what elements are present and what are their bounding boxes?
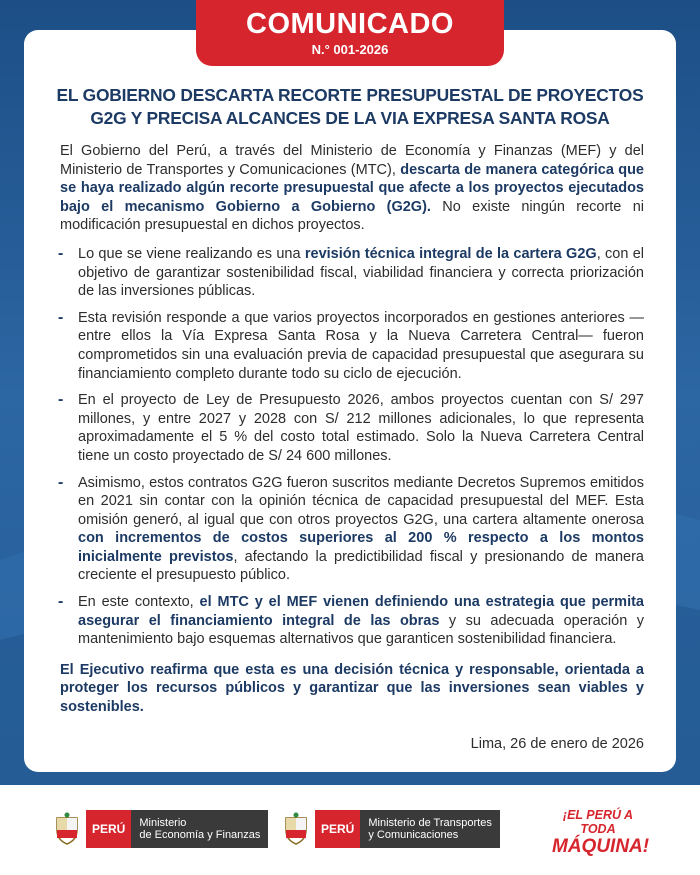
bullet-bold: con incrementos de costos superiores al 200 % respecto a los montos inicialmente previstos (78, 530, 644, 565)
intro-text-2: No existe ningún recorte ni modificación presupuestal en dichos proyectos. (60, 198, 644, 234)
slogan (552, 808, 650, 857)
mtc-logo (283, 810, 500, 848)
closing-statement: El Ejecutivo reafirma que esta es una decisión técnica y responsable, orientada a proteger los recursos públicos y garantizar que las inversiones sean viables y sostenibles. (60, 661, 644, 716)
header-tab (196, 0, 504, 66)
slogan-line-2: MÁQUINA! (552, 836, 650, 857)
intro-bold: descarta de manera categórica que se haya realizado algún recorte presupuestal que afecte a los proyectos ejecutados bajo el mecanismo Gobierno a Gobierno (G2G). (60, 161, 644, 215)
ministry-name (360, 810, 500, 848)
place-date: Lima, 26 de enero de 2026 (470, 735, 644, 752)
slogan-line-1: ¡EL PERÚ A TODA (562, 808, 634, 836)
bullet-bold: revisión técnica integral de la cartera G2G (304, 245, 597, 262)
bullet-text: y su adecuada operación y mantenimiento bajo esquemas alternativos que garanticen sostenibilidad financiera. (78, 612, 644, 648)
ministry-line-2: de Economía y Finanzas (139, 829, 261, 841)
bullet-bold: el MTC y el MEF vienen definiendo una estrategia que permita asegurar el financiamiento integral de las obras (78, 594, 644, 629)
ministry-name (131, 810, 268, 848)
ministry-line-1: Ministerio (139, 817, 187, 829)
list-item (60, 391, 644, 465)
bullet-text: Esta revisión responde a que varios proyectos incorporados en gestiones anteriores —entre ellos la Vía Expresa Santa Rosa y la Nueva Carretera Central— fueron comprometidos sin una evaluación previa de capacidad presupuestal que asegurara su financiamiento completo durante todo su ciclo de ejecución. (78, 309, 644, 382)
peru-label: PERÚ (86, 810, 131, 848)
bullet-list (60, 245, 644, 649)
ministry-line-1: Ministerio de Transportes (368, 817, 492, 829)
bullet-text: Asimismo, estos contratos G2G fueron suscritos mediante Decretos Supremos emitidos en 2021 sin contar con la opinión técnica de capacidad presupuestal del MEF. Esta omisión generó, al igual que con otros proyectos G2G, una cartera altamente onerosa (78, 474, 644, 528)
list-item (60, 474, 644, 586)
peru-coat-of-arms-icon (283, 812, 309, 846)
bullet-text: Lo que se viene realizando es una (78, 245, 305, 262)
document-number: N.° 001-2026 (311, 42, 389, 57)
document-body (60, 142, 644, 753)
bullet-text: , afectando la predictibilidad fiscal y presionando de manera creciente el presupuesto público. (78, 548, 644, 584)
headline (40, 84, 660, 130)
ministry-line-2: y Comunicaciones (368, 829, 459, 841)
dash-icon: - (58, 391, 64, 409)
mef-logo (54, 810, 268, 848)
list-item (60, 245, 644, 301)
document-type: COMUNICADO (246, 8, 454, 40)
bullet-text: , con el objetivo de garantizar sostenibilidad fiscal, viabilidad financiera y correcta priorización de las inversiones públicas. (78, 245, 644, 300)
dash-icon: - (58, 473, 64, 491)
list-item (60, 593, 644, 649)
dash-icon: - (58, 593, 64, 611)
headline-line-1: EL GOBIERNO DESCARTA RECORTE PRESUPUESTAL DE PROYECTOS (56, 85, 644, 105)
dash-icon: - (58, 308, 64, 326)
peru-label: PERÚ (315, 810, 360, 848)
intro-paragraph (60, 142, 644, 235)
intro-text-1: El Gobierno del Perú, a través del Ministerio de Economía y Finanzas (MEF) y del Ministerio de Transportes y Comunicaciones (MTC), (60, 143, 644, 178)
list-item (60, 309, 644, 383)
bullet-text: En este contexto, (78, 594, 200, 611)
dash-icon: - (58, 244, 64, 262)
headline-line-2: G2G Y PRECISA ALCANCES DE LA VIA EXPRESA SANTA ROSA (90, 108, 610, 128)
bullet-text: En el proyecto de Ley de Presupuesto 2026, ambos proyectos cuentan con S/ 297 millones, y entre 2027 y 2028 con S/ 212 millones adicionales, lo que representa aproximadamente el 5 % del costo total estimado. Solo la Nueva Carretera Central tiene un costo proyectado de S/ 24 600 millones. (78, 392, 644, 464)
peru-coat-of-arms-icon (54, 812, 80, 846)
